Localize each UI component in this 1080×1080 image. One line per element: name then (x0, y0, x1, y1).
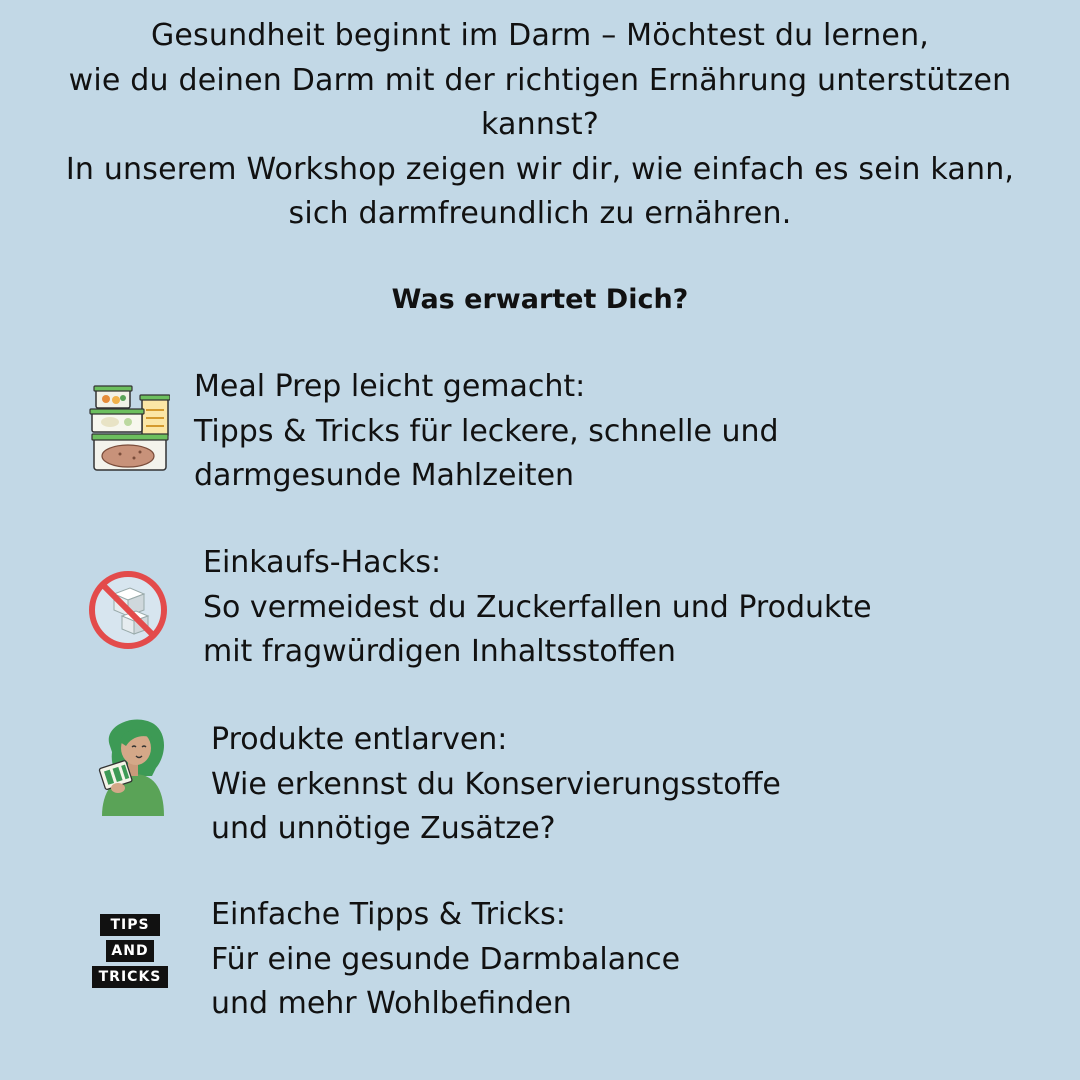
feature-shopping-hacks (203, 541, 872, 675)
feature-line: Tipps & Tricks für leckere, schnelle und (194, 413, 779, 449)
section-heading: Was erwartet Dich? (391, 284, 689, 315)
feature-line: Wie erkennst du Konservierungsstoffe (211, 766, 781, 802)
feature-tips-and-tricks (211, 893, 680, 1027)
feature-title: Meal Prep leicht gemacht: (194, 369, 586, 404)
feature-title: Einfache Tipps & Tricks: (211, 897, 566, 932)
feature-expose-products (211, 718, 781, 852)
woman-reading-label-icon (96, 716, 168, 818)
tips-badge-line: TRICKS (92, 966, 168, 988)
feature-line: und mehr Wohlbefinden (211, 986, 572, 1021)
intro-text (0, 14, 1080, 237)
feature-title: Einkaufs-Hacks: (203, 545, 442, 580)
intro-line: wie du deinen Darm mit der richtigen Ernährung unterstützen (68, 62, 1012, 98)
intro-line: Gesundheit beginnt im Darm – Möchtest du lernen, (150, 18, 930, 53)
feature-meal-prep (194, 365, 779, 499)
meal-prep-icon (88, 384, 170, 472)
feature-line: Für eine gesunde Darmbalance (211, 941, 681, 977)
feature-line: darmgesunde Mahlzeiten (194, 458, 575, 493)
no-sugar-icon (86, 568, 170, 652)
feature-line: und unnötige Zusätze? (211, 811, 556, 846)
intro-line: kannst? (481, 107, 599, 142)
tips-badge-line: TIPS (100, 914, 160, 936)
tips-and-tricks-icon (90, 912, 170, 990)
feature-line: mit fragwürdigen Inhaltsstoffen (203, 634, 676, 669)
feature-line: So vermeidest du Zuckerfallen und Produkte (203, 589, 872, 625)
intro-line: In unserem Workshop zeigen wir dir, wie einfach es sein kann, (65, 151, 1015, 187)
feature-title: Produkte entlarven: (211, 722, 508, 757)
intro-line: sich darmfreundlich zu ernähren. (288, 196, 792, 231)
tips-badge-line: AND (106, 940, 154, 962)
